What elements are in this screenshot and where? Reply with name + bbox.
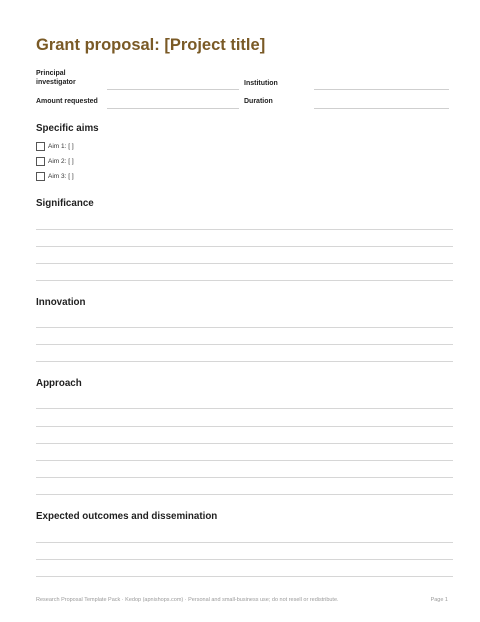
footer-text: Research Proposal Template Pack · Kedop (apnishops.com) · Personal and small-business use; do not resell or redistribute. xyxy=(36,597,339,603)
aim-3-label: Aim 3: [ ] xyxy=(48,173,74,180)
duration-field[interactable] xyxy=(314,108,449,109)
institution-field[interactable] xyxy=(314,89,449,90)
outcomes-heading: Expected outcomes and dissemination xyxy=(36,511,218,522)
innovation-line[interactable] xyxy=(36,344,453,345)
aim-2-checkbox[interactable] xyxy=(36,157,45,166)
pi-label-line1: Principal xyxy=(36,70,66,77)
innovation-line[interactable] xyxy=(36,327,453,328)
outcomes-line[interactable] xyxy=(36,576,453,577)
page-number: Page 1 xyxy=(430,597,448,603)
pi-field[interactable] xyxy=(107,89,239,90)
amount-field[interactable] xyxy=(107,108,239,109)
significance-line[interactable] xyxy=(36,229,453,230)
page-title: Grant proposal: [Project title] xyxy=(36,36,266,54)
innovation-line[interactable] xyxy=(36,361,453,362)
innovation-heading: Innovation xyxy=(36,297,86,308)
approach-line[interactable] xyxy=(36,460,453,461)
amount-label: Amount requested xyxy=(36,98,98,105)
approach-line[interactable] xyxy=(36,494,453,495)
approach-line[interactable] xyxy=(36,426,453,427)
aim-1-checkbox[interactable] xyxy=(36,142,45,151)
significance-heading: Significance xyxy=(36,198,94,209)
significance-line[interactable] xyxy=(36,246,453,247)
approach-line[interactable] xyxy=(36,408,453,409)
aim-3-checkbox[interactable] xyxy=(36,172,45,181)
aim-1-label: Aim 1: [ ] xyxy=(48,143,74,150)
institution-label: Institution xyxy=(244,80,278,87)
aim-2-label: Aim 2: [ ] xyxy=(48,158,74,165)
outcomes-line[interactable] xyxy=(36,559,453,560)
duration-label: Duration xyxy=(244,98,273,105)
outcomes-line[interactable] xyxy=(36,542,453,543)
aims-heading: Specific aims xyxy=(36,123,99,134)
pi-label-line2: investigator xyxy=(36,79,76,86)
approach-heading: Approach xyxy=(36,378,82,389)
significance-line[interactable] xyxy=(36,280,453,281)
approach-line[interactable] xyxy=(36,477,453,478)
significance-line[interactable] xyxy=(36,263,453,264)
pi-label xyxy=(36,69,76,87)
approach-line[interactable] xyxy=(36,443,453,444)
